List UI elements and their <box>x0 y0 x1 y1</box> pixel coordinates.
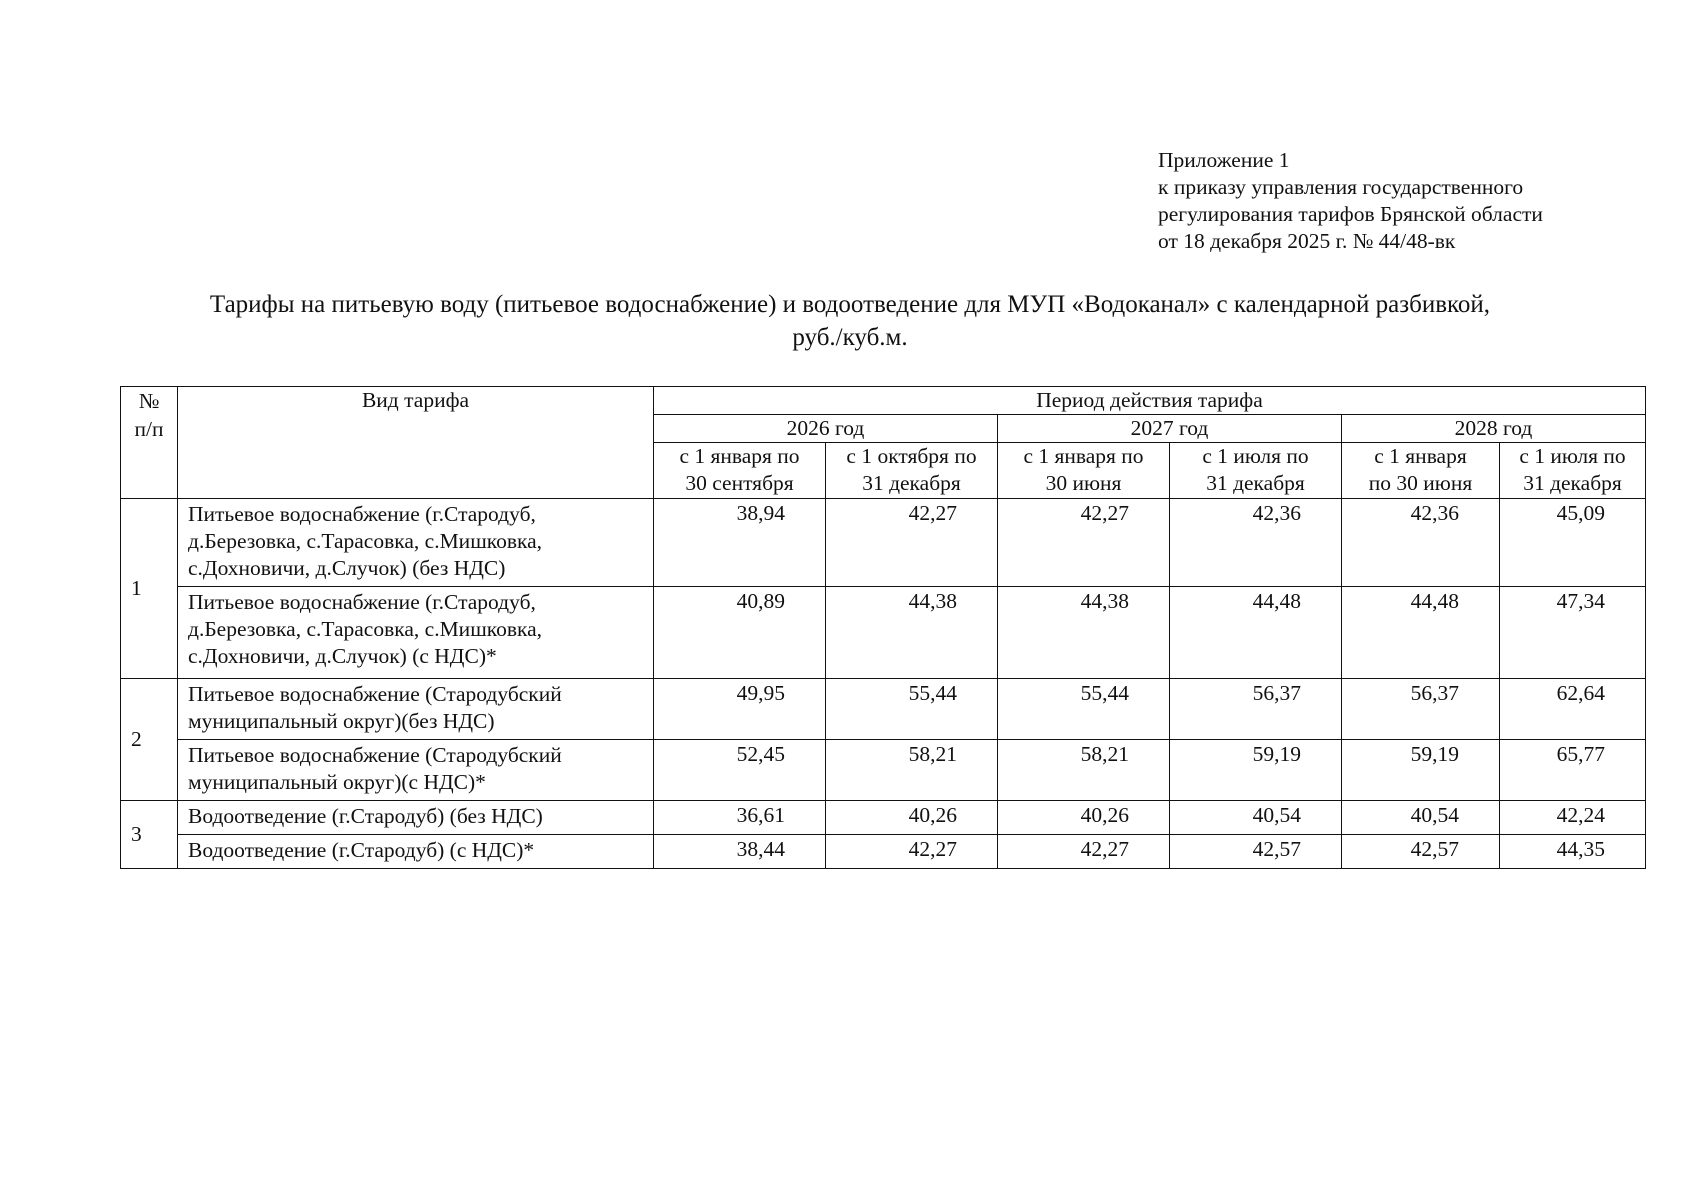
header-subperiod <box>1170 443 1342 499</box>
appendix-line-4: от 18 декабря 2025 г. № 44/48-вк <box>1158 229 1456 253</box>
appendix-line-1: Приложение 1 <box>1158 148 1290 172</box>
tariff-name-line: Питьевое водоснабжение (г.Стародуб, <box>188 590 536 614</box>
subperiod-line-1: с 1 октября по <box>846 444 977 468</box>
header-subperiod <box>654 443 826 499</box>
title-line-1: Тарифы на питьевую воду (питьевое водоснабжение) и водоотведение для МУП «Водоканал» с календарной разбивкой, <box>209 291 1491 318</box>
tariff-value: 38,44 <box>654 835 826 869</box>
tariff-name-line: с.Дохновичи, д.Случок) (с НДС)* <box>188 644 497 668</box>
tariff-value: 36,61 <box>654 801 826 835</box>
tariff-value: 40,26 <box>998 801 1170 835</box>
tariff-value: 42,57 <box>1342 835 1500 869</box>
header-row-1 <box>121 387 1646 415</box>
table-row <box>121 801 1646 835</box>
appendix-line-2: к приказу управления государственного <box>1158 175 1524 199</box>
subperiod-line-1: с 1 января по <box>679 444 800 468</box>
tariff-value: 38,94 <box>654 499 826 587</box>
tariff-value: 55,44 <box>998 679 1170 740</box>
header-subperiod <box>826 443 998 499</box>
header-period: Период действия тарифа <box>654 387 1646 415</box>
tariff-name-line: д.Березовка, с.Тарасовка, с.Мишковка, <box>188 529 543 553</box>
tariff-table <box>120 386 1646 869</box>
tariff-name-line: Водоотведение (г.Стародуб) (с НДС)* <box>188 838 535 862</box>
tariff-name-line: д.Березовка, с.Тарасовка, с.Мишковка, <box>188 617 543 641</box>
tariff-name <box>178 587 654 679</box>
tariff-value: 42,27 <box>998 835 1170 869</box>
tariff-value: 45,09 <box>1500 499 1646 587</box>
tariff-value: 42,27 <box>826 499 998 587</box>
table-row <box>121 740 1646 801</box>
tariff-name-line: Питьевое водоснабжение (Стародубский <box>188 743 562 767</box>
header-year-2026: 2026 год <box>654 415 998 443</box>
tariff-name-line: муниципальный округ)(с НДС)* <box>188 770 486 794</box>
tariff-value: 47,34 <box>1500 587 1646 679</box>
tariff-value: 42,27 <box>826 835 998 869</box>
subperiod-line-1: с 1 июля по <box>1519 444 1626 468</box>
tariff-value: 44,38 <box>826 587 998 679</box>
header-type: Вид тарифа <box>178 387 654 499</box>
subperiod-line-2: 31 декабря <box>862 471 961 495</box>
tariff-value: 44,35 <box>1500 835 1646 869</box>
tariff-name <box>178 740 654 801</box>
tariff-value: 42,27 <box>998 499 1170 587</box>
tariff-value: 56,37 <box>1170 679 1342 740</box>
table-row <box>121 587 1646 679</box>
tariff-value: 40,54 <box>1342 801 1500 835</box>
tariff-value: 55,44 <box>826 679 998 740</box>
subperiod-line-2: 30 сентября <box>685 471 794 495</box>
tariff-value: 44,48 <box>1342 587 1500 679</box>
header-year-2028: 2028 год <box>1342 415 1646 443</box>
tariff-value: 40,54 <box>1170 801 1342 835</box>
subperiod-line-2: 30 июня <box>1045 471 1122 495</box>
header-num-line-2: п/п <box>134 417 164 441</box>
tariff-value: 40,26 <box>826 801 998 835</box>
subperiod-line-2: по 30 июня <box>1368 471 1473 495</box>
tariff-name <box>178 679 654 740</box>
subperiod-line-1: с 1 января по <box>1023 444 1144 468</box>
row-number: 1 <box>121 499 178 679</box>
tariff-value: 59,19 <box>1170 740 1342 801</box>
subperiod-line-2: 31 декабря <box>1206 471 1305 495</box>
tariff-value: 52,45 <box>654 740 826 801</box>
header-subperiod <box>1500 443 1646 499</box>
tariff-name-line: Питьевое водоснабжение (г.Стародуб, <box>188 502 536 526</box>
tariff-value: 58,21 <box>998 740 1170 801</box>
tariff-value: 42,57 <box>1170 835 1342 869</box>
table-row <box>121 835 1646 869</box>
appendix-line-3: регулирования тарифов Брянской области <box>1158 202 1543 226</box>
header-num <box>121 387 178 499</box>
table-row <box>121 679 1646 740</box>
tariff-value: 44,48 <box>1170 587 1342 679</box>
appendix-header <box>1158 147 1543 255</box>
header-subperiod <box>998 443 1170 499</box>
subperiod-line-2: 31 декабря <box>1523 471 1622 495</box>
tariff-value: 62,64 <box>1500 679 1646 740</box>
row-number: 3 <box>121 801 178 869</box>
tariff-value: 44,38 <box>998 587 1170 679</box>
tariff-value: 59,19 <box>1342 740 1500 801</box>
subperiod-line-1: с 1 января <box>1374 444 1467 468</box>
title-line-2: руб./куб.м. <box>792 324 908 351</box>
tariff-value: 65,77 <box>1500 740 1646 801</box>
header-subperiod <box>1342 443 1500 499</box>
row-number: 2 <box>121 679 178 801</box>
tariff-value: 40,89 <box>654 587 826 679</box>
tariff-value: 42,36 <box>1170 499 1342 587</box>
tariff-name-line: с.Дохновичи, д.Случок) (без НДС) <box>188 556 506 580</box>
tariff-value: 56,37 <box>1342 679 1500 740</box>
tariff-value: 42,24 <box>1500 801 1646 835</box>
tariff-name-line: Питьевое водоснабжение (Стародубский <box>188 682 562 706</box>
header-num-line-1: № <box>138 389 160 413</box>
tariff-name <box>178 801 654 835</box>
tariff-name <box>178 499 654 587</box>
header-year-2027: 2027 год <box>998 415 1342 443</box>
document-title <box>80 288 1620 354</box>
tariff-name <box>178 835 654 869</box>
tariff-value: 58,21 <box>826 740 998 801</box>
tariff-value: 42,36 <box>1342 499 1500 587</box>
tariff-name-line: Водоотведение (г.Стародуб) (без НДС) <box>188 804 543 828</box>
table-row <box>121 499 1646 587</box>
tariff-name-line: муниципальный округ)(без НДС) <box>188 709 495 733</box>
subperiod-line-1: с 1 июля по <box>1202 444 1309 468</box>
tariff-value: 49,95 <box>654 679 826 740</box>
